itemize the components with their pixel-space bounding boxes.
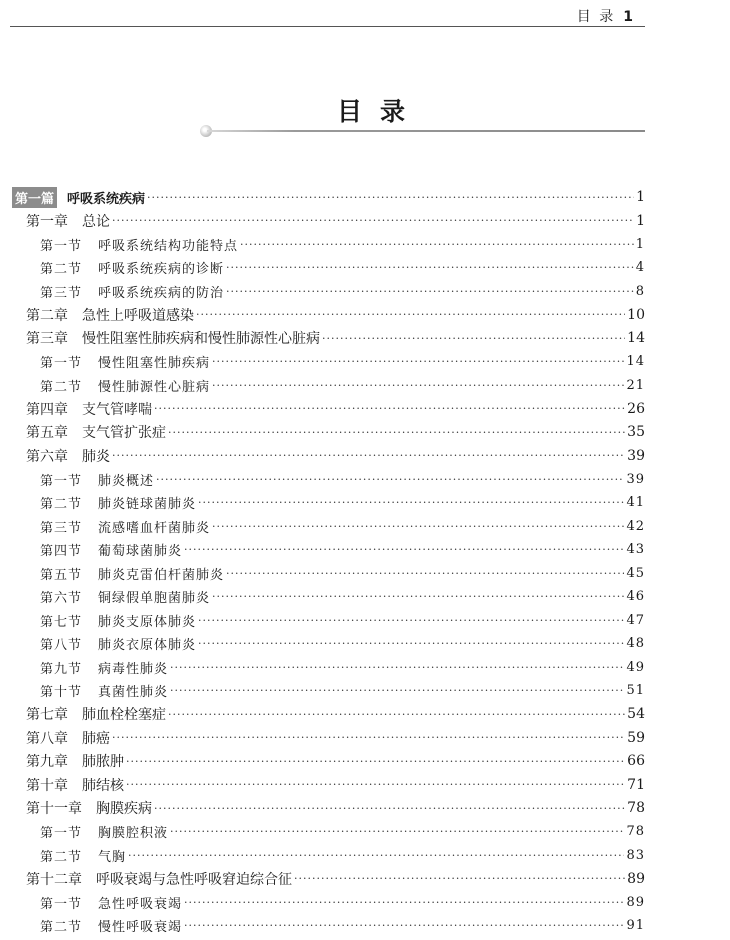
toc-entry-number: 第十一章 [26,801,82,817]
toc-entry-title: 葡萄球菌肺炎 [98,544,183,559]
toc-entry-chapter[interactable] [26,750,645,772]
toc-dot-leader [126,755,625,768]
toc-dot-leader [154,802,625,815]
toc-entry-title: 肺癌 [82,730,110,747]
toc-entry-page-number: 8 [635,283,645,299]
toc-entry-part[interactable] [12,186,645,208]
toc-entry-section[interactable] [40,257,645,279]
toc-entry-section[interactable] [40,821,645,843]
toc-dot-leader [184,919,624,932]
toc-dot-leader [170,825,624,838]
toc-entry-page-number: 1 [635,236,645,252]
toc-entry-chapter[interactable] [26,868,645,890]
toc-dot-leader [294,872,625,885]
toc-entry-title: 呼吸系统结构功能特点 [98,238,239,254]
toc-entry-title: 肺炎衣原体肺炎 [98,638,197,653]
toc-entry-section[interactable] [40,468,645,490]
toc-entry-number: 第十二章 [26,871,82,888]
toc-dot-leader [212,590,624,603]
toc-entry-number: 第八节 [40,638,83,653]
toc-entry-number: 第一节 [40,826,83,841]
toc-dot-leader [198,637,624,650]
toc-entry-page-number: 1 [636,212,645,229]
toc-entry-number: 第四节 [40,544,83,559]
toc-dot-leader [112,214,634,227]
toc-entry-number: 第二节 [40,849,83,865]
toc-entry-section[interactable] [40,891,645,913]
toc-entry-number: 第三节 [40,285,83,301]
toc-entry-title: 急性呼吸衰竭 [98,896,183,912]
toc-dot-leader [212,379,624,392]
toc-entry-section[interactable] [40,492,645,514]
toc-dot-leader [112,731,625,744]
toc-dot-leader [226,261,634,274]
toc-entry-page-number: 83 [626,847,645,863]
toc-entry-number: 第一节 [40,238,83,254]
toc-entry-title: 总论 [82,213,110,230]
toc-entry-section[interactable] [40,915,645,937]
toc-dot-leader [184,543,624,556]
running-header [10,6,645,27]
toc-entry-number: 第五章 [26,425,68,441]
toc-entry-section[interactable] [40,586,645,608]
toc-entry-section[interactable] [40,844,645,866]
toc-entry-page-number: 14 [626,354,645,369]
toc-entry-number: 第八章 [26,730,68,747]
toc-entry-page-number: 14 [627,330,645,346]
toc-entry-number: 第一节 [40,473,83,489]
toc-entry-section[interactable] [40,539,645,561]
running-header-title: 目 录 [576,9,616,25]
toc-entry-number: 第三章 [26,331,68,347]
toc-entry-title: 肺脓肿 [82,754,124,770]
toc-entry-title: 呼吸系统疾病 [67,191,146,207]
page-title: 目录 [336,97,423,126]
toc-dot-leader [147,191,634,204]
toc-entry-page-number: 39 [627,447,645,464]
toc-entry-page-number: 39 [626,471,645,487]
toc-entry-page-number: 78 [627,800,645,816]
toc-entry-page-number: 51 [626,683,645,698]
running-header-text [577,6,633,26]
toc-entry-page-number: 45 [626,565,645,581]
toc-entry-number: 第二节 [40,920,83,935]
toc-entry-chapter[interactable] [26,398,645,420]
toc-entry-title: 肺炎克雷伯杆菌肺炎 [98,567,225,583]
toc-entry-section[interactable] [40,515,645,537]
toc-dot-leader [196,308,625,321]
toc-dot-leader [168,426,625,439]
toc-entry-title: 呼吸系统疾病的诊断 [98,262,225,277]
toc-entry-title: 病毒性肺炎 [98,661,169,677]
toc-entry-page-number: 41 [626,495,645,510]
toc-entry-page-number: 42 [626,518,645,534]
toc-dot-leader [226,567,624,580]
toc-entry-section[interactable] [40,280,645,302]
toc-entry-page-number: 59 [627,729,645,746]
toc-entry-page-number: 10 [627,306,645,323]
toc-entry-section[interactable] [40,351,645,373]
toc-dot-leader [226,285,634,298]
toc-entry-section[interactable] [40,633,645,655]
toc-entry-number: 第十节 [40,685,83,700]
toc-dot-leader [240,238,634,251]
toc-entry-number: 第一篇 [12,187,57,208]
toc-entry-number: 第四章 [26,401,68,418]
toc-entry-title: 流感嗜血杆菌肺炎 [98,520,211,536]
toc-entry-page-number: 49 [626,659,645,675]
toc-entry-page-number: 26 [627,400,645,417]
toc-dot-leader [112,449,625,462]
toc-entry-page-number: 46 [626,589,645,604]
toc-entry-number: 第一节 [40,896,83,912]
toc-entry-section[interactable] [40,233,645,255]
toc-entry-title: 肺结核 [82,777,124,794]
toc-dot-leader [126,778,625,791]
toc-entry-number: 第六章 [26,448,68,465]
toc-dot-leader [212,355,624,368]
toc-entry-chapter[interactable] [26,210,645,232]
toc-dot-leader [212,520,624,533]
toc-entry-title: 气胸 [98,849,127,865]
toc-entry-page-number: 89 [626,894,645,910]
toc-dot-leader [198,496,624,509]
toc-entry-number: 第九节 [40,661,83,677]
toc-entry-page-number: 48 [626,636,645,651]
toc-entry-chapter[interactable] [26,703,645,725]
toc-entry-title: 肺炎 [82,448,110,465]
toc-entry-chapter[interactable] [26,304,645,326]
toc-dot-leader [128,849,624,862]
toc-dot-leader [170,661,624,674]
toc-entry-title: 支气管哮喘 [82,401,152,418]
toc-entry-title: 胸膜疾病 [96,801,152,817]
toc-dot-leader [198,614,624,627]
toc-entry-page-number: 78 [626,824,645,839]
toc-entry-title: 慢性肺源性心脏病 [98,379,211,395]
toc-entry-title: 铜绿假单胞菌肺炎 [98,591,211,606]
toc-entry-page-number: 71 [627,776,645,793]
toc-entry-section[interactable] [40,609,645,631]
toc-dot-leader [184,896,624,909]
running-header-page-number: 1 [623,9,633,25]
toc-entry-number: 第九章 [26,754,68,770]
toc-entry-number: 第二节 [40,497,83,512]
toc-entry-number: 第七章 [26,707,68,723]
toc-entry-section[interactable] [40,562,645,584]
toc-entry-title: 呼吸衰竭与急性呼吸窘迫综合征 [96,871,292,888]
toc-entry-section[interactable] [40,680,645,702]
toc-entry-chapter[interactable] [26,327,645,349]
toc-entry-page-number: 4 [635,260,645,275]
toc-entry-chapter[interactable] [26,421,645,443]
toc-entry-chapter[interactable] [26,445,645,467]
toc-entry-page-number: 1 [636,189,645,205]
toc-entry-number: 第六节 [40,591,83,606]
toc-dot-leader [156,473,624,486]
toc-entry-title: 胸膜腔积液 [98,826,169,841]
toc-entry-number: 第二节 [40,262,83,277]
toc-entry-page-number: 89 [627,870,645,887]
toc-entry-title: 慢性阻塞性肺疾病 [98,356,211,371]
toc-entry-page-number: 35 [627,424,645,440]
toc-entry-page-number: 21 [626,377,645,393]
toc-dot-leader [170,684,624,697]
toc-entry-page-number: 54 [627,706,645,722]
toc-dot-leader [168,708,625,721]
toc-entry-section[interactable] [40,374,645,396]
toc-entry-title: 急性上呼吸道感染 [82,307,194,324]
toc-entry-title: 肺血栓栓塞症 [82,707,166,723]
toc-entry-page-number: 43 [626,542,645,557]
toc-entry-number: 第十章 [26,777,68,794]
toc-entry-chapter[interactable] [26,797,645,819]
toc-dot-leader [322,332,625,345]
toc-entry-section[interactable] [40,656,645,678]
toc-entry-number: 第三节 [40,520,83,536]
toc-entry-page-number: 91 [626,918,645,933]
toc-entry-page-number: 66 [627,753,645,769]
toc-entry-title: 慢性阻塞性肺疾病和慢性肺源性心脏病 [82,331,320,347]
toc-entry-chapter[interactable] [26,774,645,796]
toc-entry-title: 支气管扩张症 [82,425,166,441]
toc-entry-page-number: 47 [626,612,645,628]
toc-entry-number: 第一章 [26,213,68,230]
toc-entry-number: 第二节 [40,379,83,395]
toc-entry-chapter[interactable] [26,727,645,749]
title-rule [207,130,645,132]
toc-dot-leader [154,402,625,415]
toc-entry-title: 肺炎链球菌肺炎 [98,497,197,512]
toc-entry-title: 肺炎概述 [98,473,155,489]
toc-entry-title: 真菌性肺炎 [98,685,169,700]
toc-entry-number: 第五节 [40,567,83,583]
toc-entry-title: 呼吸系统疾病的防治 [98,285,225,301]
toc-entry-number: 第二章 [26,307,68,324]
toc-entry-number: 第一节 [40,356,83,371]
toc-entry-title: 慢性呼吸衰竭 [98,920,183,935]
toc-entry-title: 肺炎支原体肺炎 [98,614,197,630]
toc-entry-number: 第七节 [40,614,83,630]
